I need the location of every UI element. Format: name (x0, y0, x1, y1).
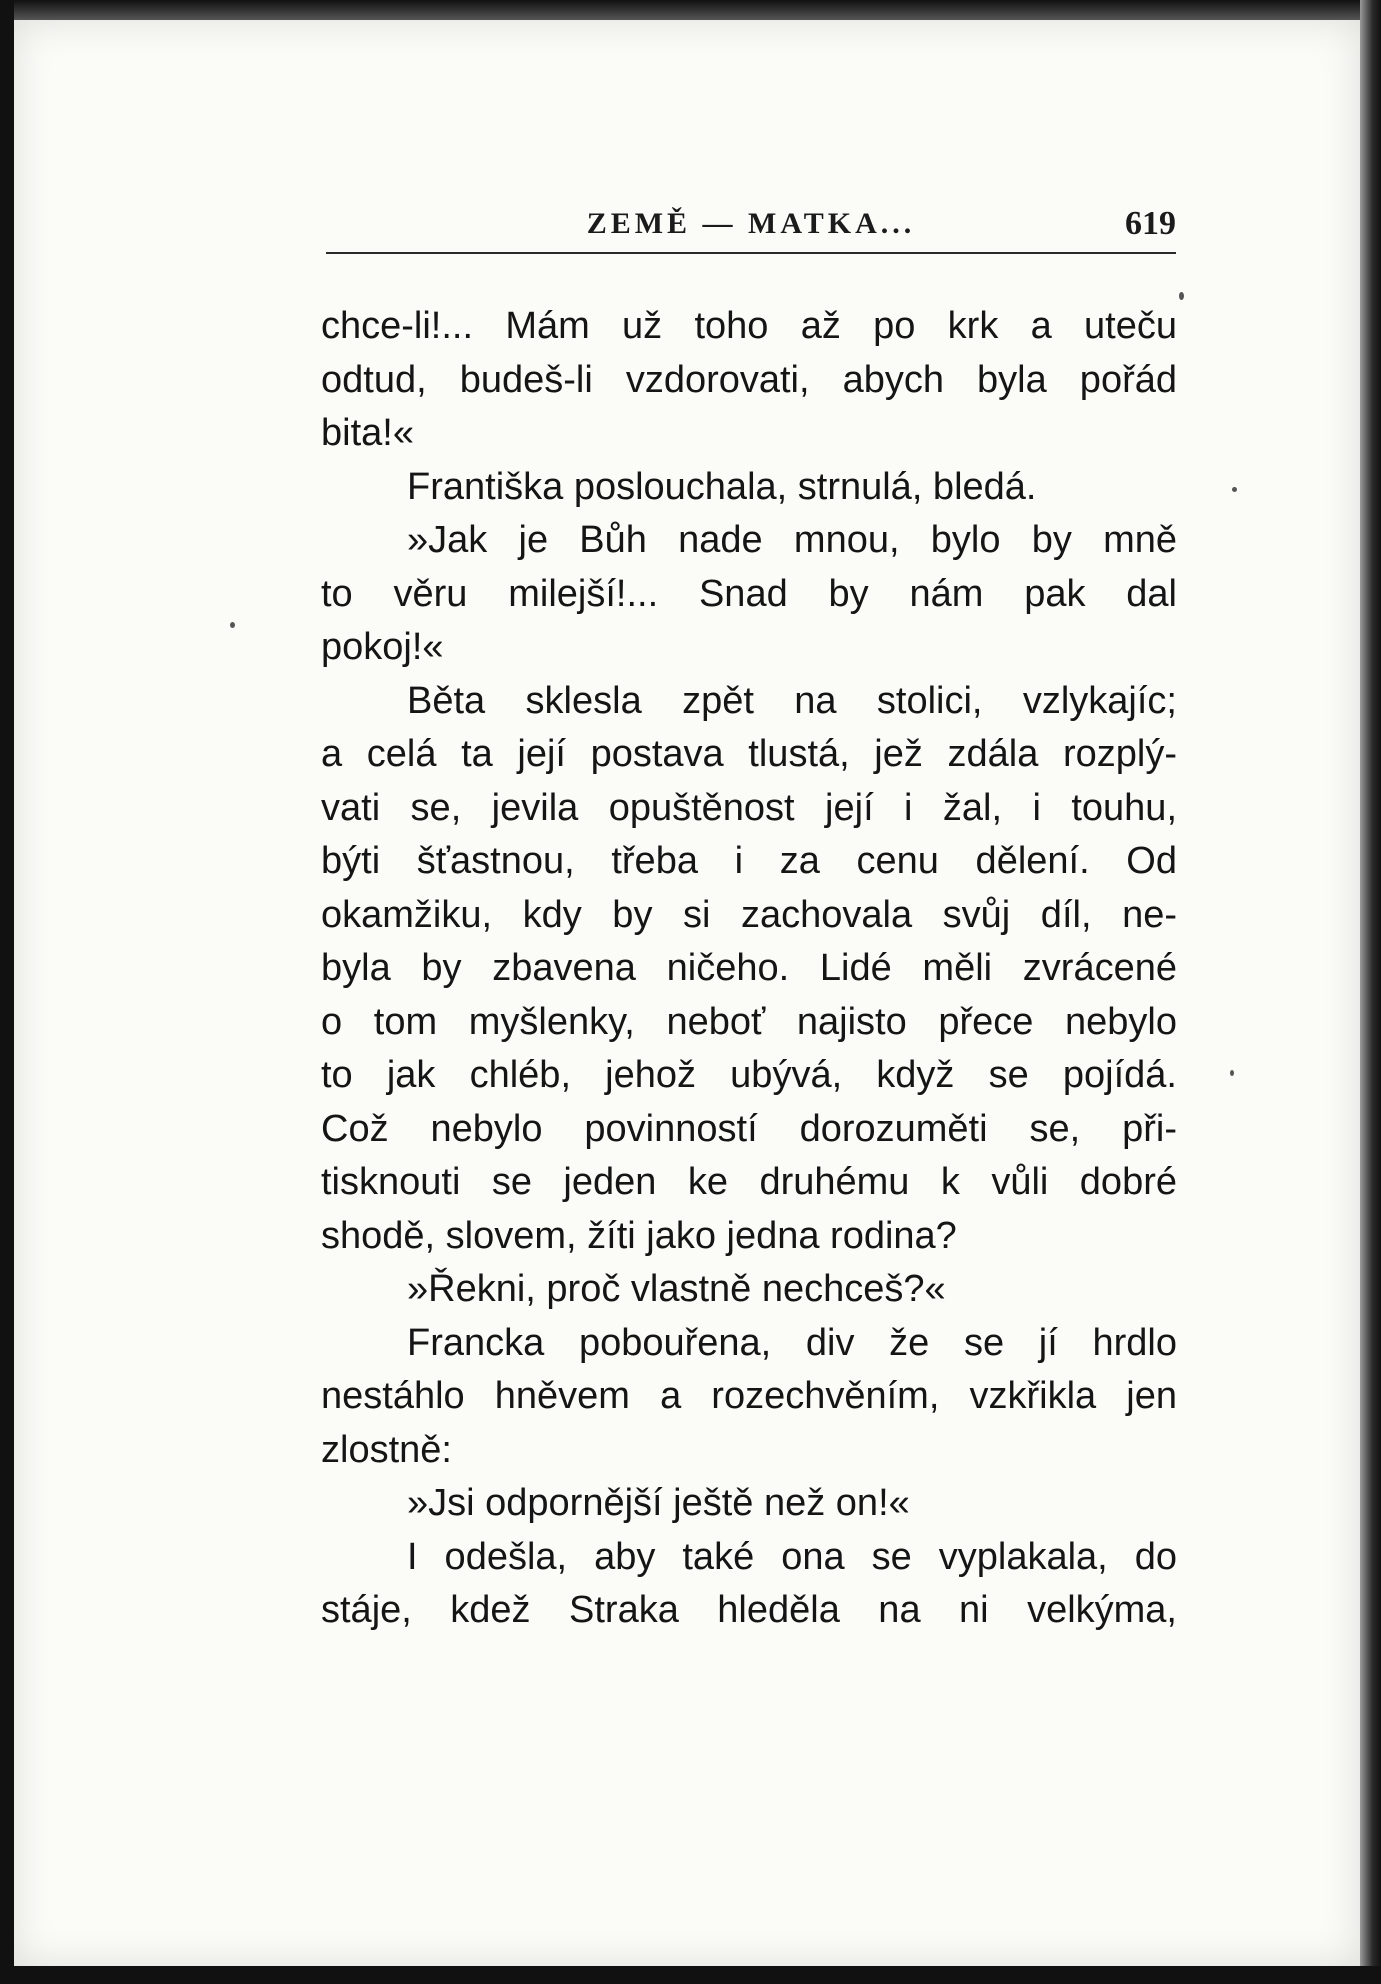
text-line: o tom myšlenky, neboť najisto přece nebylo (321, 1000, 1177, 1043)
text-line: Což nebylo povinností dorozuměti se, při- (321, 1107, 1177, 1150)
text-line: zlostně: (321, 1428, 452, 1471)
print-speck (230, 622, 235, 628)
print-speck (1232, 487, 1237, 492)
text-line: Francka pobouřena, div že se jí hrdlo (407, 1321, 1177, 1364)
text-line: Františka poslouchala, strnulá, bledá. (407, 465, 1037, 508)
text-line: pokoj!« (321, 626, 444, 668)
text-line: tisknouti se jeden ke druhému k vůli dobré (321, 1161, 1177, 1203)
text-line: býti šťastnou, třeba i za cenu dělení. Od (321, 840, 1177, 882)
text-line: I odešla, aby také ona se vyplakala, do (407, 1535, 1177, 1578)
text-line: okamžiku, kdy by si zachovala svůj díl, ne- (321, 893, 1177, 936)
scan-edge-left (0, 0, 14, 1984)
scan-edge-bottom (0, 1966, 1381, 1984)
text-line: chce-li!... Mám už toho až po krk a uteču (321, 305, 1177, 347)
text-line: to jak chléb, jehož ubývá, když se pojídá. (321, 1054, 1177, 1096)
running-head (326, 205, 1176, 245)
text-line: Běta sklesla zpět na stolici, vzlykajíc; (407, 679, 1177, 722)
text-line: bita!« (321, 412, 414, 454)
print-speck (1230, 1070, 1234, 1076)
scan-edge-top (0, 0, 1381, 20)
text-line: odtud, budeš-li vzdorovati, abych byla pořád (321, 358, 1177, 401)
text-line: »Řekni, proč vlastně nechceš?« (407, 1268, 946, 1310)
text-line: shodě, slovem, žíti jako jedna rodina? (321, 1214, 957, 1257)
body-text (321, 300, 1177, 1638)
header-rule (326, 252, 1176, 254)
text-line: stáje, kdež Straka hleděla na ni velkýma, (321, 1589, 1177, 1631)
text-line: nestáhlo hněvem a rozechvěním, vzkřikla jen (321, 1375, 1177, 1417)
scan-edge-right (1360, 0, 1381, 1984)
running-title: ZEMĚ — MATKA... (586, 207, 916, 240)
page-number: 619 (1125, 205, 1176, 242)
text-line: vati se, jevila opuštěnost její i žal, i touhu, (321, 786, 1177, 829)
text-line: »Jsi odpornější ještě než on!« (407, 1482, 910, 1524)
text-line: to věru milejší!... Snad by nám pak dal (321, 572, 1177, 615)
text-line: »Jak je Bůh nade mnou, bylo by mně (407, 519, 1177, 561)
print-speck (1179, 292, 1184, 300)
text-line: byla by zbavena ničeho. Lidé měli zvrácené (321, 947, 1177, 989)
text-line: a celá ta její postava tlustá, jež zdála rozplý- (321, 733, 1177, 775)
